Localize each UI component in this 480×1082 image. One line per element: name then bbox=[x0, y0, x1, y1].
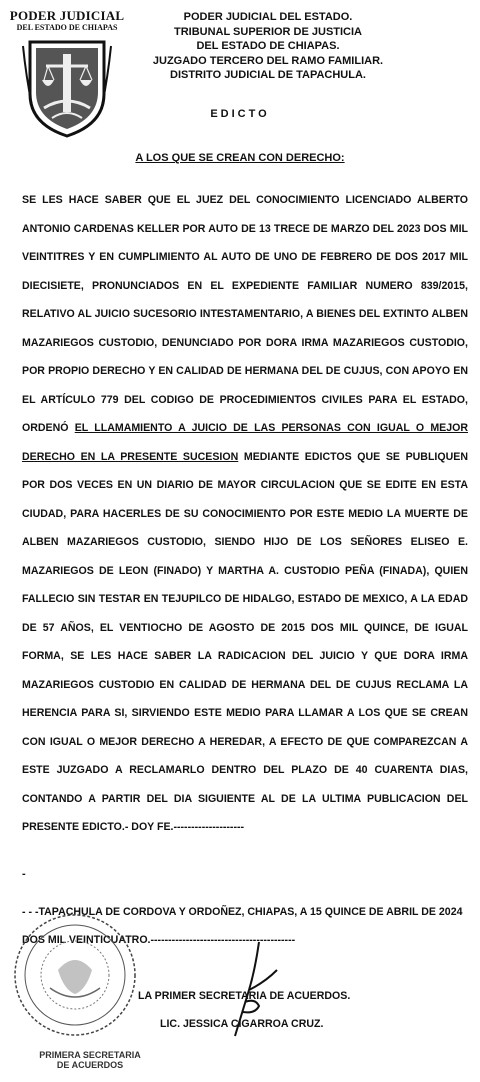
court-logo bbox=[8, 8, 126, 140]
signer-name: LIC. JESSICA CIGARROA CRUZ. bbox=[160, 1018, 324, 1030]
edict-body bbox=[22, 186, 468, 842]
body-part-2: MEDIANTE EDICTOS QUE SE PUBLIQUEN POR DOS VECES EN UN DIARIO DE MAYOR CIRCULACION QUE SE EDITE EN ESTA CIUDAD, PARA HACERLES DE SU CONOCIMIENTO POR ESTE MEDIO LA MUERTE DE ALBEN MAZARIEGOS CUSTODIO, SIENDO HIJO DE LOS SEÑORES ELISEO E. MAZARIEGOS DE LEON (FINADO) Y MARTHA A. CUSTODIO PEÑA (FINADA), QUIEN FALLECIO SIN TESTAR EN TEJUPILCO DE HIDALGO, ESTADO DE MEXICO, A LA EDAD DE 57 AÑOS, EL VENTIOCHO DE AGOSTO DE 2015 DOS MIL QUINCE, DE IGUAL FORMA, SE LES HACE SABER LA RADICACION DEL JUICIO Y QUE DORA IRMA MAZARIEGOS CUSTODIO EN CALIDAD DE HERMANA DEL DE CUJUS RECLAMA LA HERENCIA PARA SI, SIRVIENDO ESTE MEDIO PARA LLAMAR A LOS QUE SE CREAN CON IGUAL O MEJOR DERECHO A HEREDAR, A EFECTO DE QUE COMPAREZCAN A ESTE JUZGADO A RECLAMARLO DENTRO DEL PLAZO DE 40 CUARENTA DIAS, CONTANDO A PARTIR DEL DIA SIGUIENTE AL DE LA ULTIMA PUBLICACION DEL PRESENTE EDICTO.- DOY FE.-------------------- bbox=[22, 450, 468, 833]
seal-caption bbox=[20, 1050, 160, 1070]
signer-role: LA PRIMER SECRETARIA DE ACUERDOS. bbox=[138, 990, 351, 1002]
chiapas-shield-icon bbox=[22, 36, 112, 140]
body-underlined: EL LLAMAMIENTO A JUICIO DE LAS PERSONAS CON IGUAL O MEJOR DERECHO EN LA PRESENTE SUCESION bbox=[22, 422, 468, 463]
logo-subtitle: DEL ESTADO DE CHIAPAS bbox=[16, 23, 118, 32]
header-line-5: DISTRITO JUDICIAL DE TAPACHULA. bbox=[170, 69, 366, 81]
header-line-4: JUZGADO TERCERO DEL RAMO FAMILIAR. bbox=[152, 54, 384, 67]
dash-line: - bbox=[22, 868, 26, 880]
place-date: - - -TAPACHULA DE CORDOVA Y ORDOÑEZ, CHIAPAS, A 15 QUINCE DE ABRIL DE 2024 DOS MIL VEINTICUATRO.----------------------------------------- bbox=[22, 906, 463, 946]
seal-caption-line-1: PRIMERA SECRETARIA bbox=[39, 1050, 141, 1060]
court-header bbox=[118, 10, 418, 83]
recipients-heading: A LOS QUE SE CREAN CON DERECHO: bbox=[135, 152, 345, 164]
header-line-2: TRIBUNAL SUPERIOR DE JUSTICIA bbox=[173, 25, 363, 38]
header-line-3: DEL ESTADO DE CHIAPAS. bbox=[196, 40, 340, 52]
court-seal-icon bbox=[10, 910, 140, 1040]
seal-caption-line-2: DE ACUERDOS bbox=[56, 1060, 124, 1070]
logo-title: PODER JUDICIAL bbox=[9, 8, 125, 23]
header-line-1: PODER JUDICIAL DEL ESTADO. bbox=[183, 11, 353, 23]
document-title: EDICTO bbox=[210, 108, 270, 120]
body-part-1: SE LES HACE SABER QUE EL JUEZ DEL CONOCIMIENTO LICENCIADO ALBERTO ANTONIO CARDENAS KELLER POR AUTO DE 13 TRECE DE MARZO DEL 2023 DOS MIL VEINTITRES Y EN CUMPLIMIENTO AL AUTO DE UNO DE FEBRERO DE DOS 2017 MIL DIECISIETE, PRONUNCIADOS EN EL EXPEDIENTE FAMILIAR NUMERO 839/2015, RELATIVO AL JUICIO SUCESORIO INTESTAMENTARIO, A BIENES DEL EXTINTO ALBEN MAZARIEGOS CUSTODIO, DENUNCIADO POR DORA IRMA MAZARIEGOS CUSTODIO, POR PROPIO DERECHO Y EN CALIDAD DE HERMANA DEL DE CUJUS, CON APOYO EN EL ARTÍCULO 779 DEL CODIGO DE PROCEDIMIENTOS CIVILES PARA EL ESTADO, ORDENÓ bbox=[22, 194, 468, 434]
